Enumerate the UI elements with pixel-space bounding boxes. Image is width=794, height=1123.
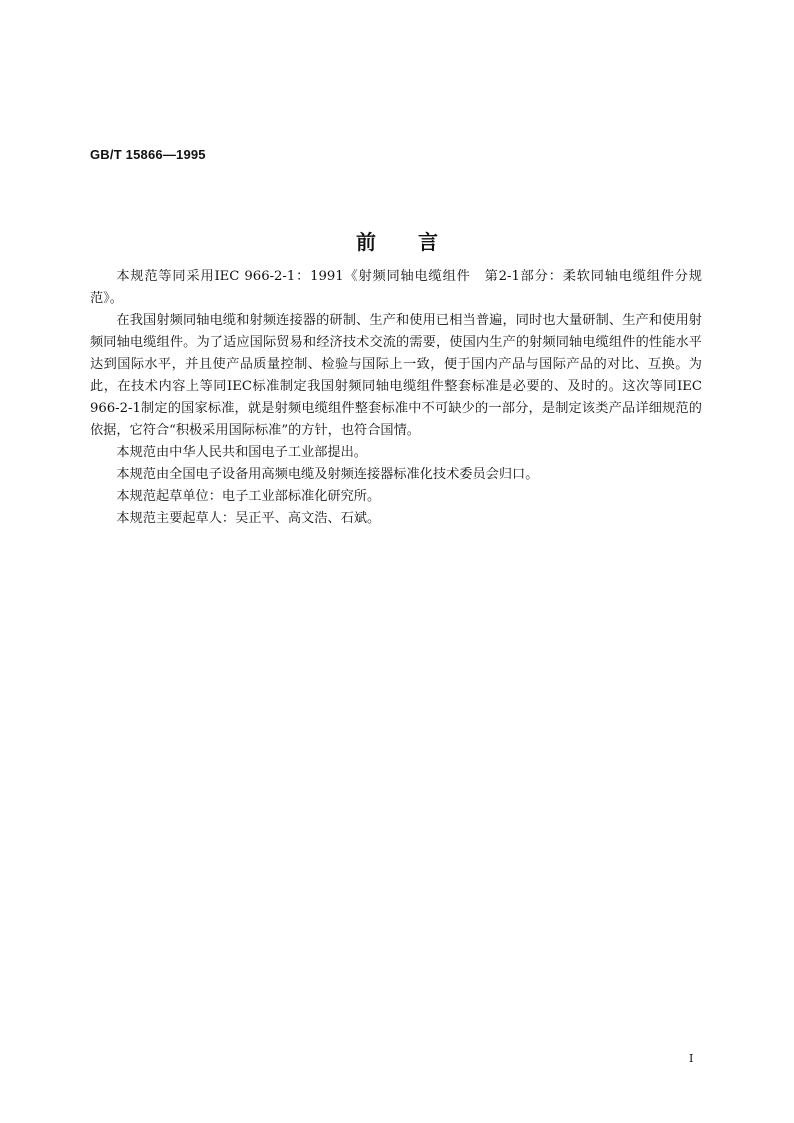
foreword-body <box>90 266 702 530</box>
paragraph-drafting-unit: 本规范起草单位：电子工业部标准化研究所。 <box>116 489 381 504</box>
paragraph-drafters: 本规范主要起草人：吴正平、高文浩、石斌。 <box>116 511 381 526</box>
standard-number: GB/T 15866—1995 <box>90 147 206 162</box>
page-title: 前言 <box>356 230 480 254</box>
paragraph-proposer: 本规范由中华人民共和国电子工业部提出。 <box>116 445 367 460</box>
page-number: I <box>689 1052 694 1065</box>
paragraph-background: 在我国射频同轴电缆和射频连接器的研制、生产和使用已相当普遍，同时也大量研制、生产和使用射频同轴电缆组件。为了适应国际贸易和经济技术交流的需要，使国内生产的射频同轴电缆组件的性能水平达到国际水平，并且使产品质量控制、检验与国际上一致，便于国内产品与国际产品的对比、互换。为此，在技术内容上等同IEC标准制定我国射频同轴电缆组件整套标准是必要的、及时的。这次等同IEC 966-2-1制定的国家标准，就是射频电缆组件整套标准中不可缺少的一部分，是制定该类产品详细规范的依据，它符合“积极采用国际标准”的方针，也符合国情。 <box>90 313 702 438</box>
paragraph-adoption: 本规范等同采用IEC 966-2-1：1991《射频同轴电缆组件 第2-1部分：柔软同轴电缆组件分规范》。 <box>90 269 702 306</box>
paragraph-committee: 本规范由全国电子设备用高频电缆及射频连接器标准化技术委员会归口。 <box>116 467 539 482</box>
